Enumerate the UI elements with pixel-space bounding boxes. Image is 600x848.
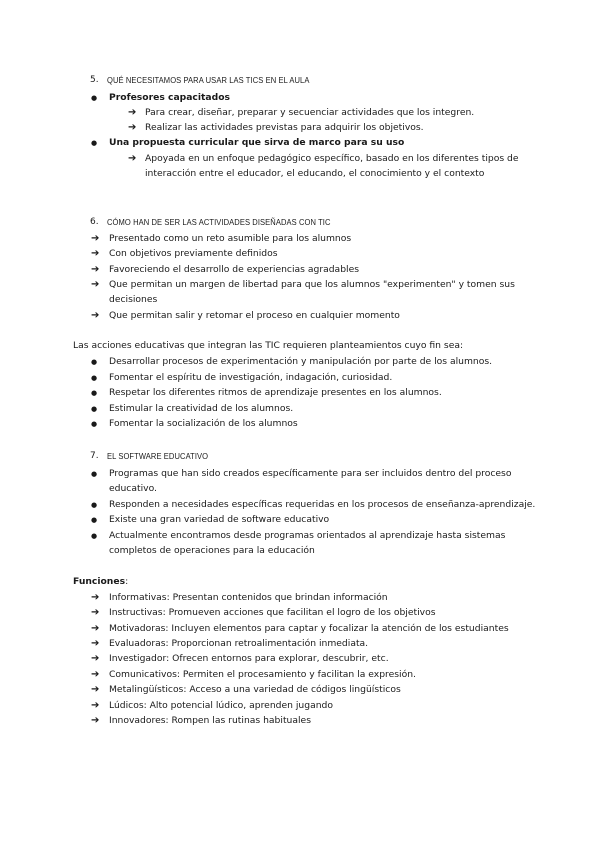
list-item: Profesores capacitados xyxy=(109,92,230,103)
list-item: Actualmente encontramos desde programas orientados al aprendizaje hasta sistemas xyxy=(109,530,506,541)
arrow-right-icon: ➔ xyxy=(128,153,137,164)
bullet-dot-icon: ● xyxy=(91,139,98,147)
bullet-dot-icon: ● xyxy=(91,532,98,540)
bullet-dot-icon: ● xyxy=(91,516,98,524)
list-item: Con objetivos previamente definidos xyxy=(109,248,278,259)
section-7-number: 7. xyxy=(90,451,99,461)
arrow-right-icon: ➔ xyxy=(91,684,100,695)
list-item: Estimular la creatividad de los alumnos. xyxy=(109,403,294,414)
arrow-right-icon: ➔ xyxy=(128,122,137,133)
section-6-number: 6. xyxy=(90,217,99,227)
list-item: Fomentar la socialización de los alumnos xyxy=(109,418,298,429)
list-item: Evaluadoras: Proporcionan retroalimentación inmediata. xyxy=(109,638,369,649)
arrow-right-icon: ➔ xyxy=(91,592,100,603)
list-item: Que permitan un margen de libertad para que los alumnos "experimenten" y tomen sus xyxy=(109,279,515,290)
bullet-dot-icon: ● xyxy=(91,501,98,509)
list-item: Que permitan salir y retomar el proceso en cualquier momento xyxy=(109,310,400,321)
arrow-right-icon: ➔ xyxy=(91,638,100,649)
list-item-continuation: decisiones xyxy=(109,294,158,305)
funciones-heading xyxy=(73,576,128,588)
list-item: Responden a necesidades específicas requeridas en los procesos de enseñanza-aprendizaje. xyxy=(109,499,536,510)
bullet-dot-icon: ● xyxy=(91,405,98,413)
list-item: Una propuesta curricular que sirva de marco para su uso xyxy=(109,137,405,148)
funciones-label: Funciones xyxy=(73,576,126,587)
list-item-continuation: educativo. xyxy=(109,483,157,494)
list-item: Innovadores: Rompen las rutinas habituales xyxy=(109,715,311,726)
arrow-right-icon: ➔ xyxy=(91,623,100,634)
sub-item-continuation: interacción entre el educador, el educando, el conocimiento y el contexto xyxy=(145,168,485,179)
arrow-right-icon: ➔ xyxy=(91,700,100,711)
arrow-right-icon: ➔ xyxy=(91,248,100,259)
section-6-heading: CÓMO HAN DE SER LAS ACTIVIDADES DISEÑADAS CON TIC xyxy=(107,217,331,227)
bullet-dot-icon: ● xyxy=(91,94,98,102)
list-item: Presentado como un reto asumible para los alumnos xyxy=(109,233,352,244)
arrow-right-icon: ➔ xyxy=(91,264,100,275)
arrow-right-icon: ➔ xyxy=(91,715,100,726)
list-item: Programas que han sido creados específicamente para ser incluidos dentro del proceso xyxy=(109,468,512,479)
list-item: Existe una gran variedad de software educativo xyxy=(109,514,330,525)
list-item: Favoreciendo el desarrollo de experiencias agradables xyxy=(109,264,360,275)
list-item: Respetar los diferentes ritmos de aprendizaje presentes en los alumnos. xyxy=(109,387,442,398)
list-item-continuation: completos de operaciones para la educación xyxy=(109,545,315,556)
arrow-right-icon: ➔ xyxy=(91,669,100,680)
acciones-intro: Las acciones educativas que integran las TIC requieren planteamientos cuyo fin sea: xyxy=(73,340,464,351)
list-item: Metalingüísticos: Acceso a una variedad de códigos lingüísticos xyxy=(109,684,401,695)
list-item: Motivadoras: Incluyen elementos para captar y focalizar la atención de los estudiantes xyxy=(109,623,509,634)
sub-item: Para crear, diseñar, preparar y secuenciar actividades que los integren. xyxy=(145,107,475,118)
funciones-colon: : xyxy=(125,576,129,587)
section-5-heading: QUÉ NECESITAMOS PARA USAR LAS TICS EN EL AULA xyxy=(107,75,310,85)
sub-item: Apoyada en un enfoque pedagógico específico, basado en los diferentes tipos de xyxy=(145,153,519,164)
arrow-right-icon: ➔ xyxy=(91,653,100,664)
arrow-right-icon: ➔ xyxy=(91,233,100,244)
bullet-dot-icon: ● xyxy=(91,389,98,397)
arrow-right-icon: ➔ xyxy=(91,310,100,321)
list-item: Instructivas: Promueven acciones que facilitan el logro de los objetivos xyxy=(109,607,436,618)
arrow-right-icon: ➔ xyxy=(128,107,137,118)
list-item: Lúdicos: Alto potencial lúdico, aprenden jugando xyxy=(109,700,333,711)
list-item: Fomentar el espíritu de investigación, indagación, curiosidad. xyxy=(109,372,393,383)
list-item: Comunicativos: Permiten el procesamiento y facilitan la expresión. xyxy=(109,669,416,680)
arrow-right-icon: ➔ xyxy=(91,607,100,618)
arrow-right-icon: ➔ xyxy=(91,279,100,290)
section-7-heading: EL SOFTWARE EDUCATIVO xyxy=(107,451,209,461)
bullet-dot-icon: ● xyxy=(91,374,98,382)
list-item: Investigador: Ofrecen entornos para explorar, descubrir, etc. xyxy=(109,653,389,664)
bullet-dot-icon: ● xyxy=(91,358,98,366)
section-5-number: 5. xyxy=(90,75,99,85)
list-item: Desarrollar procesos de experimentación y manipulación por parte de los alumnos. xyxy=(109,356,493,367)
bullet-dot-icon: ● xyxy=(91,470,98,478)
list-item: Informativas: Presentan contenidos que brindan información xyxy=(109,592,388,603)
bullet-dot-icon: ● xyxy=(91,420,98,428)
sub-item: Realizar las actividades previstas para adquirir los objetivos. xyxy=(145,122,424,133)
